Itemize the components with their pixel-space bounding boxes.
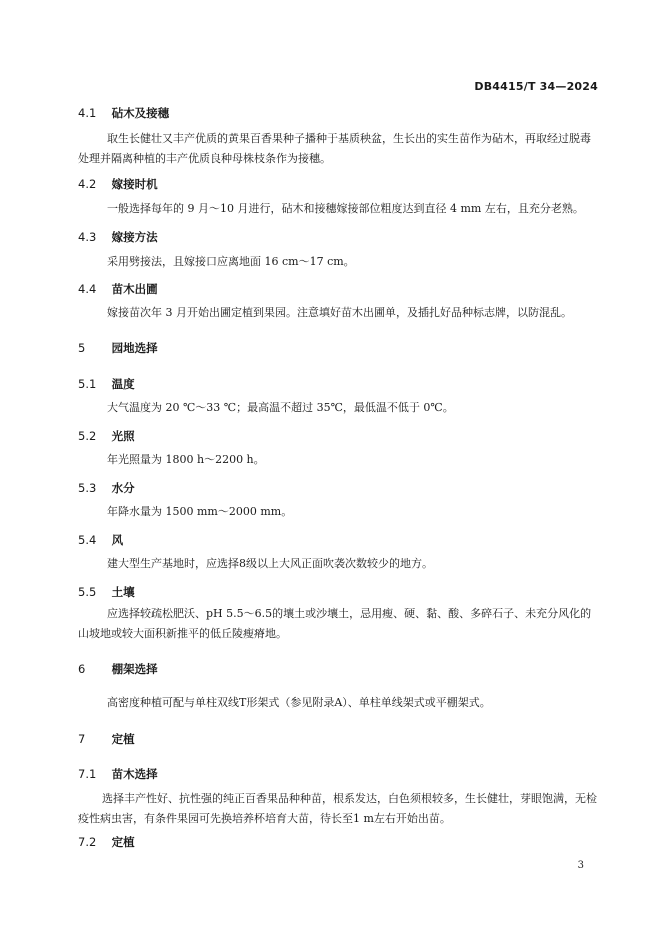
section-heading xyxy=(78,480,135,496)
section-heading xyxy=(78,340,158,356)
section-number: 7 xyxy=(78,732,86,746)
section-number: 5.5 xyxy=(78,585,97,599)
section-title: 水分 xyxy=(111,481,135,495)
section-number: 5 xyxy=(78,341,86,355)
section-number: 5.3 xyxy=(78,481,97,495)
section-heading xyxy=(78,176,158,192)
paragraph: 年光照量为 1800 h～2200 h。 xyxy=(107,453,265,466)
paragraph: 选择丰产性好、抗性强的纯正百香果品种种苗，根系发达，白色须根较多，生长健壮，芽眼饱满，无检疫性病虫害，有条件果园可先换培养杯培育大苗，待长至1 m左右开始出苗。 xyxy=(78,792,597,825)
section-number: 5.2 xyxy=(78,429,97,443)
section-heading xyxy=(78,105,169,121)
section-title: 苗木出圃 xyxy=(111,282,158,296)
section-heading xyxy=(78,834,135,850)
section-number: 7.1 xyxy=(78,767,97,781)
paragraph: 高密度种植可配与单柱双线T形架式（参见附录A）、单柱单线架式或平棚架式。 xyxy=(107,696,491,709)
paragraph: 年降水量为 1500 mm～2000 mm。 xyxy=(107,505,293,518)
section-title: 光照 xyxy=(111,429,135,443)
paragraph: 建大型生产基地时，应选择8级以上大风正面吹袭次数较少的地方。 xyxy=(107,557,433,570)
section-number: 4.1 xyxy=(78,106,97,120)
section-title: 园地选择 xyxy=(111,341,158,355)
document-code: DB4415/T 34—2024 xyxy=(474,80,598,93)
page-number: 3 xyxy=(577,860,584,871)
section-number: 4.3 xyxy=(78,230,97,244)
section-title: 定植 xyxy=(111,835,135,849)
section-heading xyxy=(78,584,135,600)
section-title: 温度 xyxy=(111,377,135,391)
paragraph: 大气温度为 20 ℃～33 ℃；最高温不超过 35℃，最低温不低于 0℃。 xyxy=(107,401,454,414)
paragraph: 一般选择每年的 9 月～10 月进行，砧木和接穗嫁接部位粗度达到直径 4 mm 左右，且充分老熟。 xyxy=(107,202,584,215)
section-heading xyxy=(78,428,135,444)
section-title: 棚架选择 xyxy=(111,662,158,676)
section-heading xyxy=(78,766,158,782)
section-heading xyxy=(78,661,158,677)
section-number: 4.2 xyxy=(78,177,97,191)
section-title: 苗木选择 xyxy=(111,767,158,781)
section-number: 6 xyxy=(78,662,86,676)
section-heading xyxy=(78,376,135,392)
section-title: 定植 xyxy=(111,732,135,746)
section-number: 5.1 xyxy=(78,377,97,391)
section-number: 7.2 xyxy=(78,835,97,849)
section-title: 嫁接方法 xyxy=(111,230,158,244)
section-heading xyxy=(78,731,135,747)
paragraph: 取生长健壮又丰产优质的黄果百香果种子播种于基质秧盆，生长出的实生苗作为砧木，再取经过脱毒处理并隔离种植的丰产优质良种母株枝条作为接穗。 xyxy=(78,132,591,165)
section-title: 砧木及接穗 xyxy=(111,106,170,120)
section-title: 土壤 xyxy=(111,585,135,599)
paragraph: 应选择较疏松肥沃、pH 5.5～6.5的壤土或沙壤土，忌用瘦、硬、黏、酸、多碎石子、未充分风化的山坡地或较大面积新推平的低丘陵瘦瘠地。 xyxy=(78,607,592,640)
paragraph: 嫁接苗次年 3 月开始出圃定植到果园。注意填好苗木出圃单，及插扎好品种标志牌，以防混乱。 xyxy=(107,306,572,319)
section-number: 5.4 xyxy=(78,533,97,547)
section-title: 嫁接时机 xyxy=(111,177,158,191)
section-heading xyxy=(78,281,158,297)
paragraph: 采用劈接法，且嫁接口应离地面 16 cm～17 cm。 xyxy=(107,255,355,268)
section-number: 4.4 xyxy=(78,282,97,296)
section-heading xyxy=(78,532,123,548)
section-heading xyxy=(78,229,158,245)
section-title: 风 xyxy=(111,533,124,547)
